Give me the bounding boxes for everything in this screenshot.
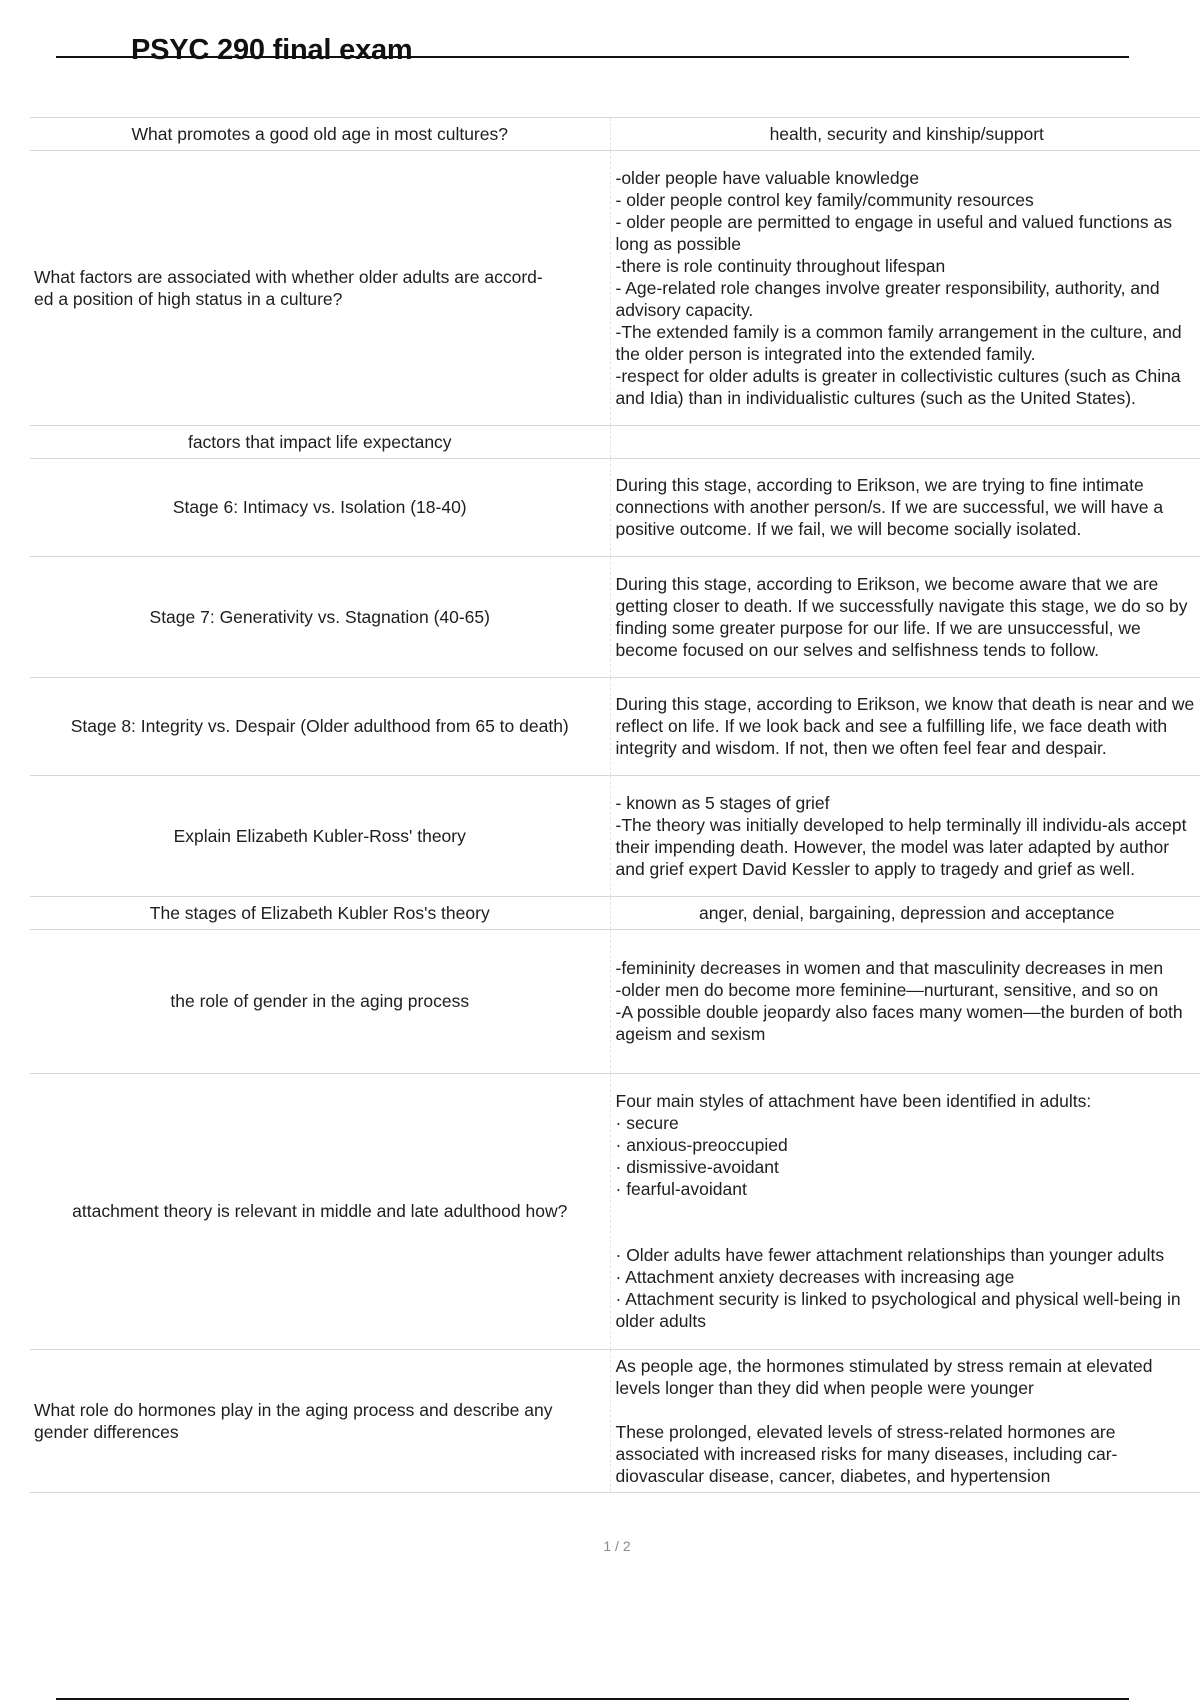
- answer-cell: - known as 5 stages of grief -The theory was initially developed to help terminally ill individu-als accept their impending death. However, the model was later adapted by author and grief expert David Kessler to apply to tragedy and grief as well.: [610, 776, 1200, 897]
- table-row: [30, 557, 1200, 678]
- question-cell: Explain Elizabeth Kubler-Ross' theory: [30, 776, 610, 897]
- question-cell: What role do hormones play in the aging process and describe any gender differences: [30, 1350, 610, 1493]
- answer-cell: [610, 426, 1200, 459]
- table-row: [30, 151, 1200, 426]
- answer-cell: anger, denial, bargaining, depression and acceptance: [610, 897, 1200, 930]
- question-cell: factors that impact life expectancy: [30, 426, 610, 459]
- answer-cell: During this stage, according to Erikson, we know that death is near and we reflect on life. If we look back and see a fulfilling life, we face death with integrity and wisdom. If not, then we often feel fear and despair.: [610, 678, 1200, 776]
- answer-cell: During this stage, according to Erikson, we become aware that we are getting closer to death. If we successfully navigate this stage, we do so by finding some greater purpose for our life. If we are unsuccessful, we become focused on our selves and selfishness tends to follow.: [610, 557, 1200, 678]
- question-cell: Stage 7: Generativity vs. Stagnation (40-65): [30, 557, 610, 678]
- table-row: [30, 776, 1200, 897]
- question-cell: the role of gender in the aging process: [30, 930, 610, 1074]
- table-row: [30, 118, 1200, 151]
- table-row: [30, 1074, 1200, 1350]
- question-cell: The stages of Elizabeth Kubler Ros's theory: [30, 897, 610, 930]
- document-title: PSYC 290 final exam: [131, 34, 413, 66]
- table-row: [30, 930, 1200, 1074]
- answer-cell: -older people have valuable knowledge - older people control key family/community resources - older people are permitted to engage in useful and valued functions as long as possible -there is role continuity throughout lifespan - Age-related role changes involve greater responsibility, authority, and advisory capacity. -The extended family is a common family arrangement in the culture, and the older person is integrated into the extended family. -respect for older adults is greater in collectivistic cultures (such as China and Idia) than in individualistic cultures (such as the United States).: [610, 151, 1200, 426]
- answer-cell: -femininity decreases in women and that masculinity decreases in men -older men do become more feminine—nurturant, sensitive, and so on -A possible double jeopardy also faces many women—the burden of both ageism and sexism: [610, 930, 1200, 1074]
- question-cell: What factors are associated with whether older adults are accord- ed a position of high status in a culture?: [30, 151, 610, 426]
- question-cell: attachment theory is relevant in middle and late adulthood how?: [30, 1074, 610, 1350]
- question-cell: What promotes a good old age in most cultures?: [30, 118, 610, 151]
- flashcard-table: [30, 117, 1200, 1493]
- table-row: [30, 897, 1200, 930]
- table-row: [30, 426, 1200, 459]
- answer-cell: health, security and kinship/support: [610, 118, 1200, 151]
- table-row: [30, 1350, 1200, 1493]
- answer-cell: Four main styles of attachment have been identified in adults: · secure · anxious-preoccupied · dismissive-avoidant · fearful-avoidant · Older adults have fewer attachment relationships than younger adults · Attachment anxiety decreases with increasing age · Attachment security is linked to psychological and physical well-being in older adults: [610, 1074, 1200, 1350]
- table-row: [30, 678, 1200, 776]
- page-number: 1 / 2: [603, 1538, 631, 1554]
- answer-cell: As people age, the hormones stimulated by stress remain at elevated levels longer than they did when people were younger These prolonged, elevated levels of stress-related hormones are associated with increased risks for many diseases, including car-diovascular disease, cancer, diabetes, and hypertension: [610, 1350, 1200, 1493]
- question-cell: Stage 6: Intimacy vs. Isolation (18-40): [30, 459, 610, 557]
- question-cell: Stage 8: Integrity vs. Despair (Older adulthood from 65 to death): [30, 678, 610, 776]
- table-row: [30, 459, 1200, 557]
- answer-cell: During this stage, according to Erikson, we are trying to fine intimate connections with another person/s. If we are successful, we will have a positive outcome. If we fail, we will become socially isolated.: [610, 459, 1200, 557]
